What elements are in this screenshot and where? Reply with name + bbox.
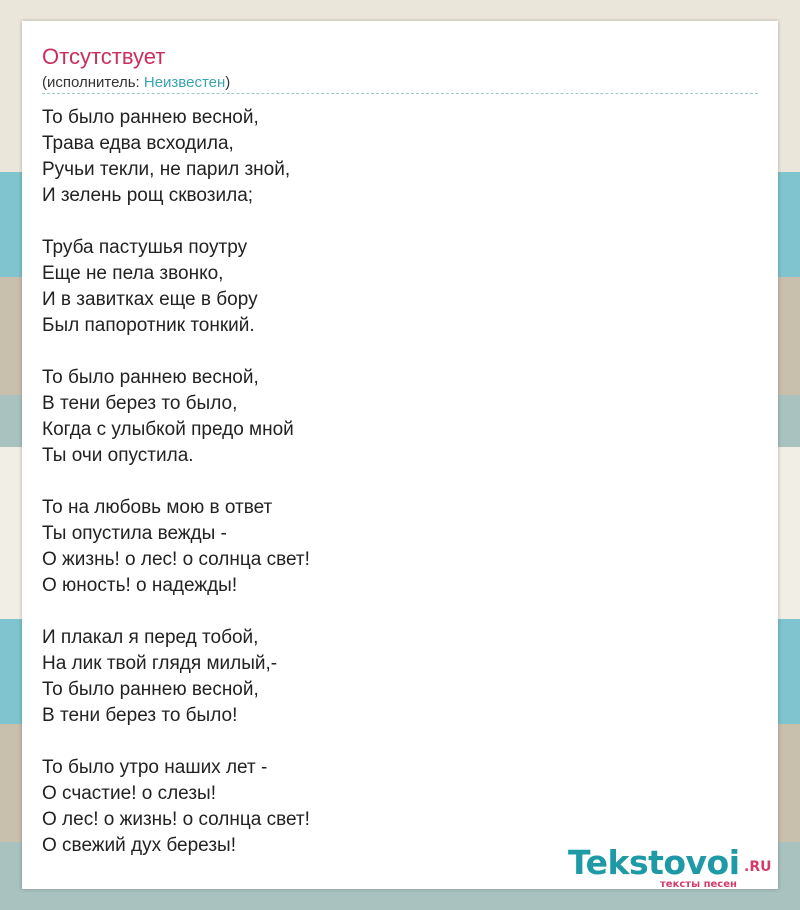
lyrics-line: Еще не пела звонко, (42, 263, 224, 284)
lyrics-stanza (42, 365, 758, 469)
artist-link[interactable]: Неизвестен (143, 74, 226, 91)
artist-line (42, 74, 230, 91)
artist-suffix: ) (225, 74, 231, 91)
lyrics-stanza (42, 105, 758, 209)
lyrics-line: Был папоротник тонкий. (42, 315, 255, 336)
lyrics-line: О юность! о надежды! (42, 575, 238, 596)
divider (42, 93, 758, 94)
lyrics-stanza (42, 495, 758, 599)
lyrics-line: В тени берез то было! (42, 705, 238, 726)
lyrics-line: Когда с улыбкой предо мной (42, 419, 294, 440)
lyrics-line: То было раннею весной, (42, 367, 259, 388)
site-logo[interactable] (568, 843, 778, 890)
lyrics-line: О свежий дух березы! (42, 835, 236, 856)
song-title: Отсутствует (42, 44, 166, 69)
lyrics-stanza (42, 235, 758, 339)
lyrics-line: Ты очи опустила. (42, 445, 194, 466)
lyrics-line: Трава едва всходила, (42, 133, 234, 154)
lyrics-line: И зелень рощ сквозила; (42, 185, 254, 206)
lyrics-line: И в завитках еще в бору (42, 289, 258, 310)
artist-prefix: (исполнитель: (42, 74, 144, 91)
lyrics-card (22, 21, 778, 889)
logo-tld: .RU (744, 859, 772, 875)
lyrics-line: То было утро наших лет - (42, 757, 268, 778)
lyrics-line: То было раннею весной, (42, 679, 259, 700)
lyrics-line: На лик твой глядя милый,- (42, 653, 278, 674)
lyrics-line: Ручьи текли, не парил зной, (42, 159, 291, 180)
lyrics-line: Труба пастушья поутру (42, 237, 248, 258)
lyrics-stanza (42, 625, 758, 729)
lyrics-line: То было раннею весной, (42, 107, 259, 128)
lyrics-line: О счастие! о слезы! (42, 783, 216, 804)
logo-name: Tekstovoi (568, 843, 740, 882)
lyrics-line: То на любовь мою в ответ (42, 497, 273, 518)
lyrics-body (42, 105, 758, 859)
lyrics-line: О лес! о жизнь! о солнца свет! (42, 809, 310, 830)
logo-tagline: тексты песен (660, 879, 737, 890)
lyrics-line: Ты опустила вежды - (42, 523, 227, 544)
lyrics-line: В тени берез то было, (42, 393, 238, 414)
lyrics-line: О жизнь! о лес! о солнца свет! (42, 549, 310, 570)
lyrics-line: И плакал я перед тобой, (42, 627, 259, 648)
